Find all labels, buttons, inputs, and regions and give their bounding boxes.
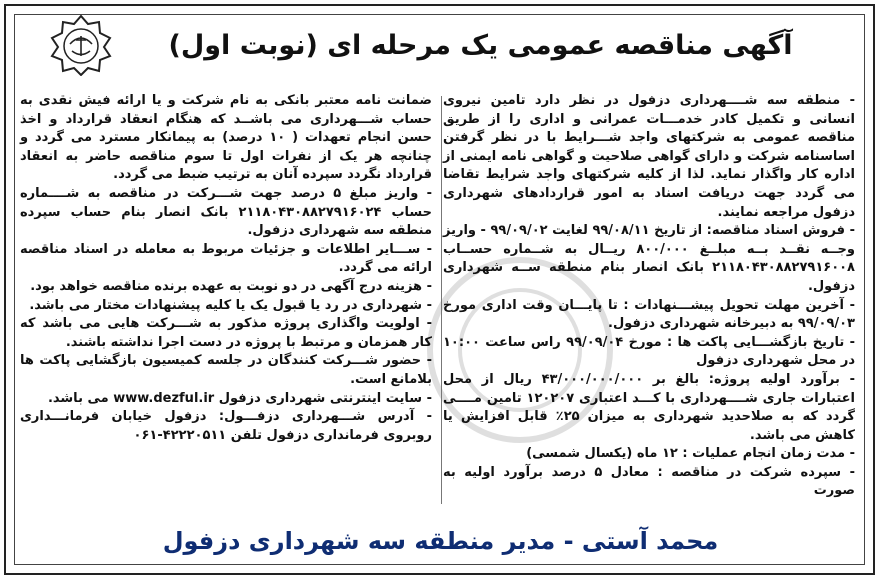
left-column (20, 92, 432, 445)
notice-title: آگهی مناقصه عمومی یک مرحله ای (نوبت اول) (168, 30, 793, 61)
paragraph-opening-date: - تاریخ بازگشـــایی پاکت ها : مورخ ۹۹/۰۹/۰۴ راس ساعت ۱۰:۰۰ در محل شهرداری دزفول (443, 334, 856, 369)
paragraph-website: - سایت اینترنتی شهرداری دزفول www.dezful.ir می باشد. (47, 390, 432, 406)
paragraph-rejection-right: - شهرداری در رد یا قبول یک یا کلیه پیشنهادات مختار می باشد. (29, 297, 432, 313)
paragraph-document-sale: - فروش اسناد مناقصه: از تاریخ ۹۹/۰۸/۱۱ لغایت ۹۹/۰۹/۰۲ - واریز وجــه نقــد بــه مبلــغ ۸۰۰/۰۰۰ ریــال به شــماره حســاب ۲۱۱۸۰۴۳۰۸۸۲۷۹۱۶۰۰۸ بانک انصار بنام منطقه ســه شهرداری دزفول. (443, 223, 856, 294)
paragraph-attendance: - حضور شـــرکت کنندگان در جلسه کمیسیون بازگشایی پاکت ها بلامانع است. (20, 353, 432, 387)
paragraph-estimate: - برآورد اولیه پروژه: بالغ بر ۴۳/۰۰۰/۰۰۰/۰۰۰ ریال از محل اعتبارات جاری شــــهرداری با کـــد اعتباری ۱۲۰۲۰۷ تامین مــــی گردد که به صلاحدید شهرداری به میزان ۲۵٪ قابل افزایش یا کاهش می باشد. (443, 371, 855, 443)
paragraph-address: - آدرس شـــهرداری دزفـــول: دزفول خیابان فرمانـــداری روبروی فرمانداری دزفول تلفن ۴۲۲۲۰۵۱۱-۰۶۱ (20, 409, 432, 443)
paragraph-other-info: - ســـایر اطلاعات و جزئیات مربوط به معامله در اسناد مناقصه ارائه می گردد. (20, 241, 432, 276)
paragraph-intro: - منطقه سه شــــهرداری دزفول در نظر دارد تامین نیروی انسانی و تکمیل کادر خدمـــات عمرانی و اداری را از طریق مناقصه عمومی به شرکتهای واجد شـــرایط با در نظر گرفتن اساسنامه شرکت و دارای گواهی صلاحیت و گواهی نامه ایمنی از اداره کار واگذار نماید. لذا از کلیه شرکتهای واجد شرایط تقاضا می گردد جهت دریافت اسناد به امور قراردادهای شهرداری دزفول مراجعه نمایند. (443, 93, 855, 220)
paragraph-duration: - مدت زمان انجام عملیات : ۱۲ ماه (یکسال شمسی) (526, 446, 855, 462)
municipality-emblem-icon (50, 14, 112, 76)
paragraph-deposit-account: - واریز مبلغ ۵ درصد جهت شـــرکت در مناقصه به شــــماره حساب ۲۱۱۸۰۴۳۰۸۸۲۷۹۱۶۰۲۴ بانک انصار بنام حساب سپرده منطقه سه شهرداری دزفول. (20, 185, 432, 239)
paragraph-deposit: - سپرده شرکت در مناقصه : معادل ۵ درصد برآورد اولیه به صورت (443, 464, 855, 499)
signature-line: محمد آستی - مدیر منطقه سه شهرداری دزفول (162, 527, 719, 555)
right-column (443, 92, 855, 501)
column-divider (441, 96, 442, 504)
paragraph-ad-cost: - هزینه درج آگهی در دو نوبت به عهده برنده مناقصه خواهد بود. (30, 278, 432, 294)
paragraph-priority: - اولویت واگذاری پروژه مذکور به شـــرکت هایی می باشد که کار همزمان و مرتبط با پروژه در دست اجرا نداشته باشند. (20, 316, 432, 350)
paragraph-guarantee: ضمانت نامه معتبر بانکی به نام شرکت و یا ارائه فیش نقدی به حساب شـــهرداری می باشــد که هنگام انعقاد قرارداد و اخذ حسن انجام تعهدات ( ۱۰ درصد) به پیمانکار مسترد می گردد و چنانچه هر یک از نفرات اول تا سوم مناقصه حاضر به انعقاد قرارداد نگردد سپرده آنان به ترتیب ضبط می گردد. (20, 93, 432, 183)
paragraph-deadline: - آخرین مهلت تحویل پیشـــنهادات : تا پایـــان وقت اداری مورخ ۹۹/۰۹/۰۳ به دبیرخانه شهرداری دزفول. (443, 297, 855, 332)
